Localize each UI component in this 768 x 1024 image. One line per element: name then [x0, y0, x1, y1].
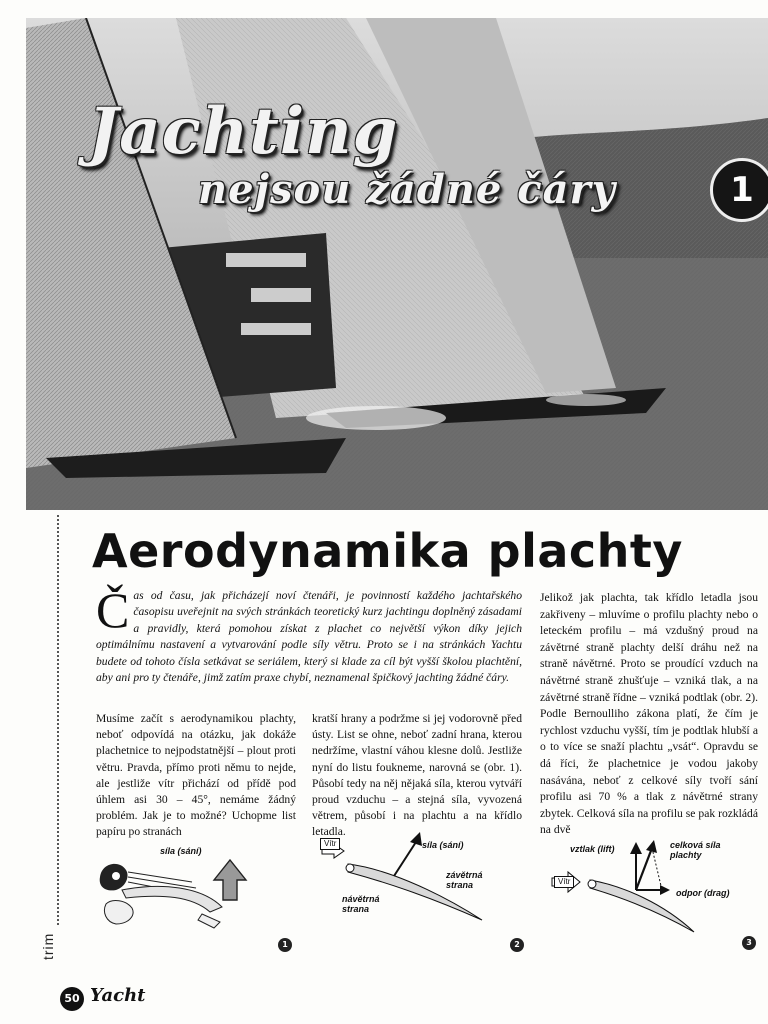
magazine-logo: Yacht [90, 985, 146, 1006]
figure-1 [92, 832, 297, 962]
section-label: trim [40, 932, 56, 960]
figure-2-windward-label: návětrná strana [342, 894, 380, 914]
figure-3-drag-label: odpor (drag) [676, 888, 730, 898]
sailboat-photo-illustration [26, 18, 768, 510]
figure-1-number: 1 [278, 938, 292, 952]
figure-3-total-force-label: celková síla plachty [670, 840, 721, 860]
intro-text: as od času, jak přicházejí noví čtenáři, je povinností každého jachtařského časopisu uveřejnit na svých stránkách teoretický kurz jachtingu doplněný zásadami a pravidly, která pomohou získat z plachet co největší výkon díky jejich optimálnímu nastavení a vytvarování podle síly větru. Proto se i na stránkách Yachtu budete od tohoto čísla setkávat se seriálem, který si klade za cíl být vyšší školou plachtění, aby ani pro ty čtenáře, jimž zatím praxe chybí, neznamenal špičkový jachting žádné čáry. [96, 589, 522, 685]
article-headline: Aerodynamika plachty [92, 524, 683, 578]
page-number: 50 [60, 987, 84, 1011]
figure-3-wind-label: Vítr [554, 876, 574, 888]
figure-3-lift-label: vztlak (lift) [570, 844, 615, 854]
figure-1-force-label: síla (sání) [160, 846, 202, 856]
figure-2 [312, 828, 532, 962]
article-intro [96, 582, 522, 686]
figure-3 [544, 832, 762, 962]
figure-2-force-label: síla (sání) [422, 840, 464, 850]
series-number-badge: 1 [710, 158, 768, 222]
figure-2-leeward-label: závětrná strana [446, 870, 483, 890]
figure-3-number: 3 [742, 936, 756, 950]
body-column-1: Musíme začít s aerodynamikou plachty, neboť odpovídá na otázku, jak dokáže plachetnice to nejpodstatnější – plout proti větru. Pravda, přímo proti němu to nejde, ale jestliže vítr přichází od přídě pod úhlem asi 30 – 45°, nemáme žádný problém. Jak je to možné? Uchopme list papíru po stranách [96, 712, 296, 839]
hero-photo [26, 18, 768, 510]
figure-2-number: 2 [510, 938, 524, 952]
hero-title: Jachting [88, 94, 399, 169]
column-rule [57, 515, 59, 925]
drop-cap: Č [96, 582, 130, 638]
body-column-3: Jelikož jak plachta, tak křídlo letadla jsou zakřiveny – mluvíme o profilu plachty nebo o leteckém profilu – má vzdušný proud na závětrné straně plachty delší dráhu než na straně návětrné. Proto se proudící vzduch na návětrné straně zhušťuje – vzniká tlak, a na závětrné straně řídne – vzniká podtlak (obr. 2). Podle Bernoulliho zákona platí, že čím je rychlost vzduchu vyšší, tím je podtlak hlubší a o to více se snaží plachtu „vsát“. Opravdu se dá říci, že plachetnice je vodou jakoby nasávána, neboť z celkové síly tvoří sání profilu asi 70 % a tlak z návětrné strany zbytek. Celková síla na profilu se pak rozkládá na dvě [540, 591, 758, 837]
hero-subtitle: nejsou žádné čáry [198, 166, 616, 213]
body-column-2: kratší hrany a podržme si jej vodorovně před ústy. List se ohne, neboť zadní hrana, kterou nedržíme, vlastní váhou klesne dolů. Jestliže nyní do listu foukneme, narovná se (obr. 1). Působí tedy na něj nějaká síla, kterou vytváří proud vzduchu – a stejná síla, vyvozená větrem, působí i na plachtu a na křídlo letadla. [312, 712, 522, 839]
figure-2-wind-label: Vítr [320, 838, 340, 850]
